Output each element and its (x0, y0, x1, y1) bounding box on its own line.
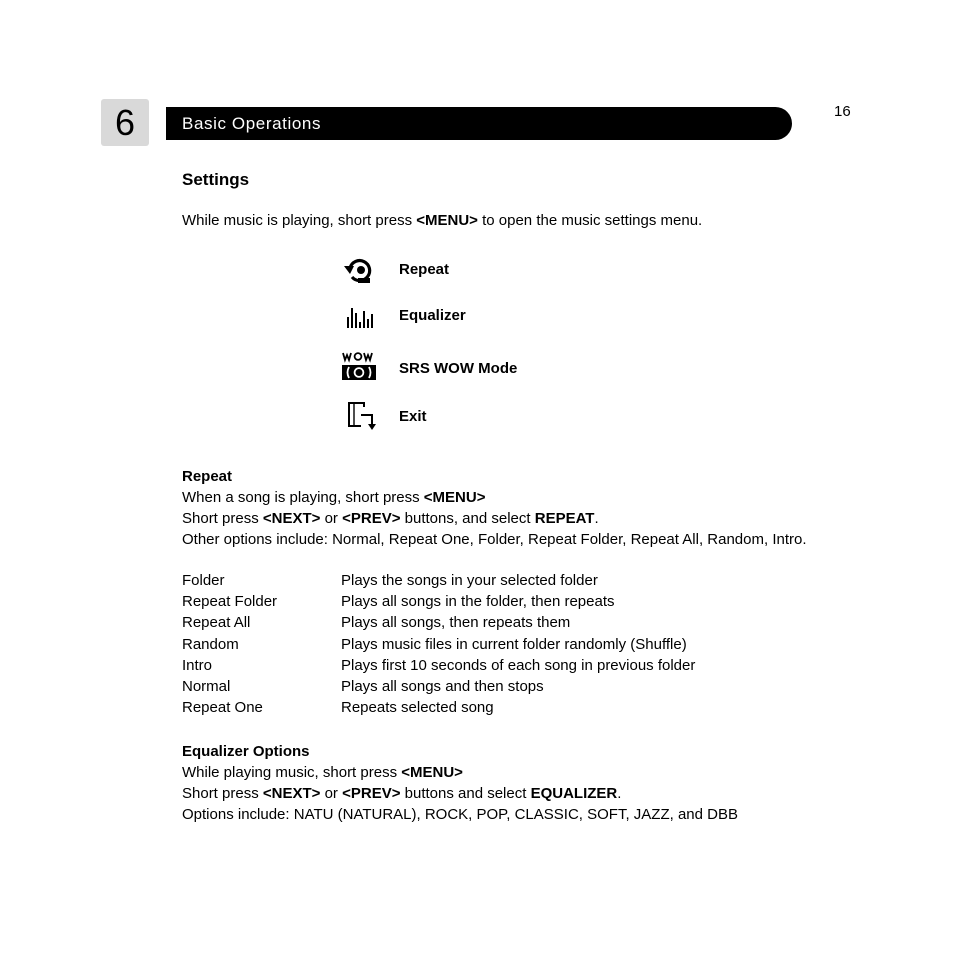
repeat-heading: Repeat (182, 468, 233, 485)
intro-key: <MENU> (416, 212, 478, 229)
option-name: Folder (182, 572, 225, 589)
option-name: Random (182, 635, 239, 653)
intro-text: While music is playing, short press (182, 212, 417, 229)
key-next: <NEXT> (262, 510, 321, 527)
equalizer-line-2 (182, 783, 738, 804)
section-title: Settings (182, 170, 250, 189)
selected-option: EQUALIZER (530, 785, 618, 802)
option-desc: Repeats selected song (341, 699, 494, 717)
chapter-number: 6 (101, 99, 149, 146)
text: buttons, and select (400, 510, 535, 527)
option-desc: Plays all songs in the folder, then repeats (341, 593, 615, 611)
menu-label: Equalizer (399, 307, 466, 324)
chapter-header (166, 107, 792, 140)
menu-item-exit (338, 395, 638, 439)
key-next: <NEXT> (262, 785, 321, 802)
menu-label: Repeat (399, 261, 450, 278)
exit-icon (338, 395, 382, 439)
text: Short press (182, 785, 263, 802)
text: While playing music, short press (182, 764, 402, 781)
option-name: Repeat Folder (182, 593, 278, 611)
equalizer-section (182, 741, 738, 825)
menu-label: Exit (399, 408, 427, 425)
key-prev: <PREV> (342, 785, 401, 802)
option-desc: Plays music files in current folder randomly (Shuffle) (341, 635, 687, 653)
key-menu: <MENU> (423, 489, 486, 506)
option-desc: Plays the songs in your selected folder (341, 572, 598, 589)
option-desc: Plays all songs, then repeats them (341, 614, 571, 632)
repeat-line-2 (182, 508, 807, 529)
key-menu: <MENU> (401, 764, 463, 781)
option-name: Repeat One (182, 699, 263, 717)
text: . (594, 510, 599, 527)
equalizer-icon (338, 294, 382, 338)
text: or (320, 785, 343, 802)
selected-option: REPEAT (534, 510, 595, 527)
key-prev: <PREV> (342, 510, 401, 527)
page-number: 16 (834, 103, 851, 120)
text: buttons and select (400, 785, 531, 802)
text: . (617, 785, 622, 802)
option-desc: Plays all songs and then stops (341, 677, 544, 695)
text: When a song is playing, short press (182, 489, 424, 506)
section-heading (182, 741, 738, 762)
text: Short press (182, 510, 263, 527)
equalizer-line-3: Options include: NATU (NATURAL), ROCK, POP, CLASSIC, SOFT, JAZZ, and DBB (182, 806, 738, 823)
chapter-title: Basic Operations (182, 114, 322, 133)
option-desc: Plays first 10 seconds of each song in previous folder (341, 656, 696, 674)
menu-item-repeat (338, 248, 638, 292)
menu-item-equalizer (338, 294, 638, 338)
option-name: Intro (182, 656, 213, 674)
option-name: Repeat All (182, 614, 251, 632)
menu-label: SRS WOW Mode (399, 360, 518, 377)
text: or (320, 510, 343, 527)
equalizer-line-1 (182, 762, 738, 783)
option-name: Normal (182, 677, 231, 695)
menu-item-srs-wow (338, 347, 638, 391)
intro-text-end: to open the music settings menu. (477, 212, 703, 229)
srs-wow-icon (338, 347, 382, 391)
section-heading (182, 466, 807, 487)
repeat-line-3: Other options include: Normal, Repeat One, Folder, Repeat Folder, Repeat All, Random, Intro. (182, 531, 807, 548)
repeat-icon (338, 248, 382, 292)
repeat-line-1 (182, 487, 807, 508)
repeat-section (182, 466, 807, 550)
equalizer-heading: Equalizer Options (182, 743, 310, 760)
settings-intro (182, 212, 702, 229)
